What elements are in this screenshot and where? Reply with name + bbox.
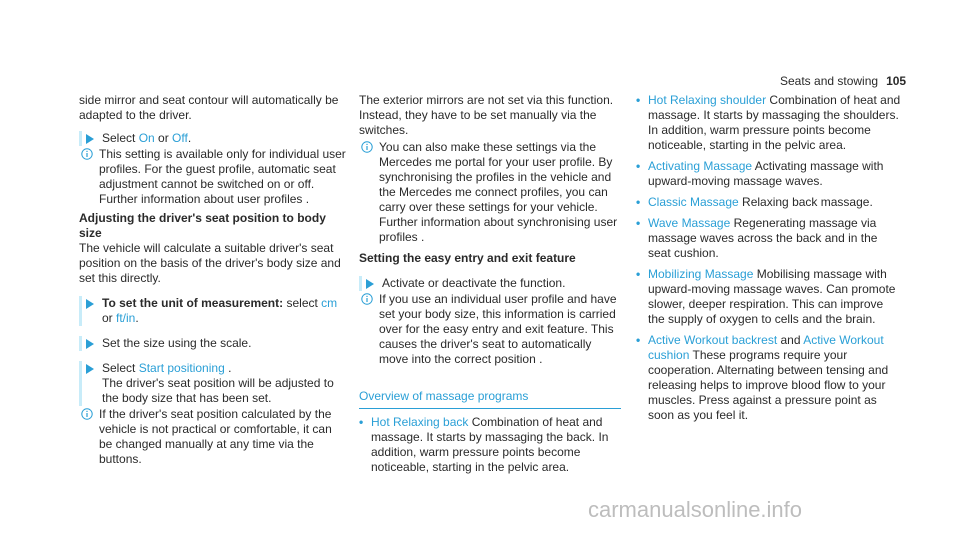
ftin-option[interactable]: ft/in (116, 311, 136, 325)
intro-text: side mirror and seat contour will automatically be adapted to the driver. (79, 93, 339, 122)
arrow-right-icon (366, 279, 374, 289)
bullet-dot: • (359, 415, 364, 429)
massage-section-title: Overview of massage programs (359, 389, 529, 403)
bullet-dot: • (636, 159, 641, 173)
column-1 (79, 93, 347, 467)
step-set-size: Set the size using the scale. (79, 336, 347, 351)
info-note-manual: If the driver's seat position calculated by the vehicle is not practical or comfortable, it can be changed manually at any time via the buttons. (79, 407, 347, 467)
list-item: • Mobilizing Massage Mobilising massage with upward-moving massage waves. Can promote slower, deeper respiration. This can improve the supply of oxygen to cells and the brain. (636, 267, 896, 326)
arrow-right-icon (86, 134, 94, 144)
page-number: 105 (886, 74, 907, 88)
column-2 (359, 93, 621, 475)
section-title: Seats and stowing (780, 74, 879, 88)
on-option[interactable]: On (138, 131, 155, 145)
step-unit: To set the unit of measurement: select cm or ft/in. (79, 296, 347, 326)
section-heading: Setting the easy entry and exit feature (359, 251, 576, 265)
step-select-on-off: Select On or Off. (79, 131, 347, 146)
watermark: carmanualsonline.info (588, 497, 803, 522)
info-note-profiles: This setting is available only for individual user profiles. For the guest profile, automatic seat adjustment cannot be switched on or off. Further information about user profiles . (79, 147, 347, 207)
step-activate: Activate or deactivate the function. (359, 276, 621, 291)
list-item: • Hot Relaxing shoulder Combination of heat and massage. It starts by massaging the shoulders. In addition, warm pressure points become noticeable, starting in the pelvic area. (636, 93, 901, 152)
program-hot-relaxing-shoulder[interactable]: Hot Relaxing shoulder (648, 93, 767, 107)
list-item: • Active Workout backrest and Active Workout cushion These programs require your cooperation. Alternating between tensing and releasing helps to improve blood flow to your muscles. Press against a pressure point as soon as you feel it. (636, 333, 889, 422)
info-icon (361, 141, 373, 153)
massage-section (359, 389, 621, 409)
list-item: • Wave Massage Regenerating massage via massage waves across the back and in the seat cushion. (636, 216, 878, 260)
info-icon (81, 148, 93, 160)
program-mobilizing-massage[interactable]: Mobilizing Massage (648, 267, 754, 281)
body-paragraph: The vehicle will calculate a suitable driver's seat position on the basis of the driver's body size and set this directly. (79, 241, 341, 285)
program-activating-massage[interactable]: Activating Massage (648, 159, 753, 173)
list-item: • Activating Massage Activating massage with upward-moving massage waves. (636, 159, 884, 188)
off-option[interactable]: Off (172, 131, 188, 145)
bullet-dot: • (636, 267, 641, 281)
arrow-right-icon (86, 299, 94, 309)
column-3 (636, 93, 902, 423)
bullet-dot: • (636, 195, 641, 209)
program-active-workout-cushion[interactable]: Active Workout cushion (648, 333, 884, 362)
section-heading: Adjusting the driver's seat position to body size (79, 211, 326, 240)
section-divider (359, 408, 621, 409)
body-paragraph: The exterior mirrors are not set via this function. Instead, they have to be set manually via the switches. (359, 93, 614, 137)
program-hot-relaxing-back[interactable]: Hot Relaxing back (371, 415, 469, 429)
bullet-dot: • (636, 93, 641, 107)
info-icon (361, 293, 373, 305)
arrow-right-icon (86, 364, 94, 374)
info-note-mercedes-me: You can also make these settings via the Mercedes me portal for your user profile. By synchronising the profiles in the vehicle and the Mercedes me connect profiles, you can carry over these settings for your vehicle. Further information about synchronising user profiles . (359, 140, 621, 245)
info-note-body-size: If you use an individual user profile and have set your body size, this information is carried over for the easy entry and exit feature. This causes the driver's seat to automatically move into the correct position . (359, 292, 621, 367)
step-start-positioning: Select Start positioning . The driver's seat position will be adjusted to the body size that has been set. (79, 361, 347, 406)
program-active-workout-backrest[interactable]: Active Workout backrest (648, 333, 778, 347)
cm-option[interactable]: cm (321, 296, 338, 310)
program-wave-massage[interactable]: Wave Massage (648, 216, 731, 230)
program-classic-massage[interactable]: Classic Massage (648, 195, 739, 209)
bullet-dot: • (636, 333, 641, 347)
list-item: • Classic Massage Relaxing back massage. (636, 195, 873, 209)
start-positioning-option[interactable]: Start positioning (138, 361, 225, 375)
bullet-dot: • (636, 216, 641, 230)
arrow-right-icon (86, 339, 94, 349)
info-icon (81, 408, 93, 420)
list-item: • Hot Relaxing back Combination of heat and massage. It starts by massaging the back. In addition, warm pressure points become noticeable, starting in the pelvic area. (359, 415, 609, 474)
page-header (780, 74, 906, 88)
